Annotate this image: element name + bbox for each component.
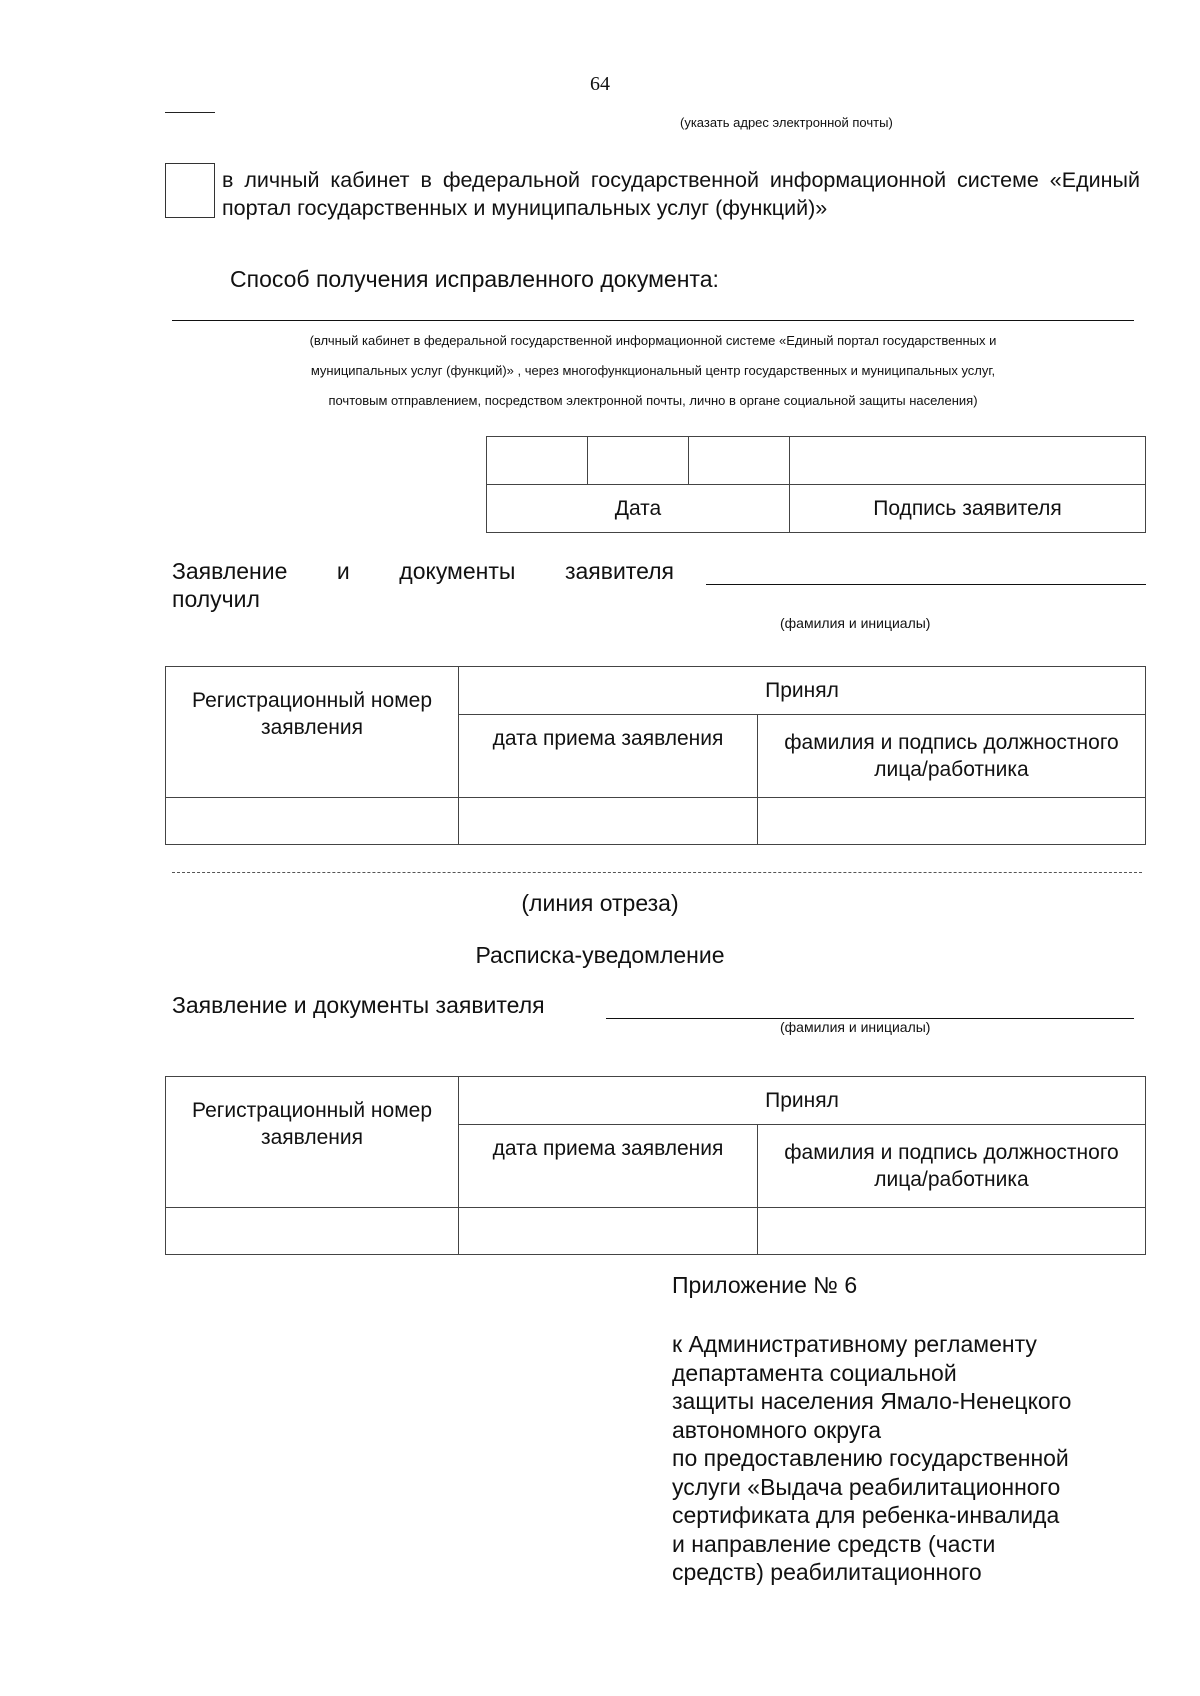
receipt-caption: (фамилия и инициалы): [780, 1019, 931, 1035]
cut-line-label: (линия отреза): [521, 890, 679, 916]
page-number: 64: [590, 73, 610, 95]
portal-option-checkbox[interactable]: [165, 163, 215, 218]
appendix-line: автономного округа: [672, 1416, 881, 1443]
method-caption-line: (влчный кабинет в федеральной государственной информационной системе «Единый портал государственных и: [309, 333, 997, 348]
appendix-line: средств) реабилитационного: [672, 1559, 982, 1585]
method-caption: [172, 326, 1134, 416]
method-heading: Способ получения исправленного документа:: [230, 266, 719, 292]
appendix-text: [672, 1330, 1142, 1587]
method-fill-line: [172, 320, 1134, 321]
receipt-title: Расписка-уведомление: [475, 942, 725, 968]
date-header: дата приема заявления: [459, 1125, 758, 1208]
appendix-line: к Административному регламенту: [672, 1331, 1037, 1357]
reg-number-header: Регистрационный номер заявления: [166, 667, 459, 798]
received-label-line2: получил: [172, 586, 260, 612]
date-label: Дата: [487, 485, 790, 533]
received-label-line1: Заявление и документы заявителя: [172, 558, 674, 584]
official-cell[interactable]: [758, 798, 1146, 845]
official-header: фамилия и подпись должностного лица/работника: [758, 715, 1146, 798]
method-caption-line: муниципальных услуг (функций)» , через многофункциональный центр государственных и муниципальных услуг,: [310, 363, 996, 378]
email-caption: (указать адрес электронной почты): [680, 115, 893, 130]
appendix-title: Приложение № 6: [672, 1272, 858, 1298]
date-year-cell[interactable]: [689, 437, 790, 485]
signature-cell[interactable]: [790, 437, 1146, 485]
method-caption-line: почтовым отправлением, посредством электронной почты, лично в органе социальной защиты населения): [328, 393, 978, 408]
email-fill-line: [165, 112, 215, 113]
reg-number-header: Регистрационный номер заявления: [166, 1077, 459, 1208]
received-caption: (фамилия и инициалы): [780, 615, 931, 631]
date-header: дата приема заявления: [459, 715, 758, 798]
appendix-line: по предоставлению государственной: [672, 1445, 1069, 1471]
official-header: фамилия и подпись должностного лица/работника: [758, 1125, 1146, 1208]
cut-line: [172, 872, 1142, 873]
date-day-cell[interactable]: [487, 437, 588, 485]
date-month-cell[interactable]: [588, 437, 689, 485]
appendix-line: услуги «Выдача реабилитационного: [672, 1473, 1061, 1500]
receipt-label: Заявление и документы заявителя: [172, 992, 545, 1018]
received-fill-line: [706, 584, 1146, 585]
reg-number-cell[interactable]: [166, 1208, 459, 1255]
official-cell[interactable]: [758, 1208, 1146, 1255]
appendix-line: сертификата для ребенка-инвалида: [672, 1502, 1060, 1528]
appendix-line: департамента социальной: [672, 1359, 957, 1386]
receipt-registration-table: [165, 1076, 1146, 1255]
date-cell[interactable]: [459, 798, 758, 845]
registration-table: [165, 666, 1146, 845]
accepted-header: Принял: [459, 667, 1146, 715]
signature-table: [486, 436, 1146, 533]
accepted-header: Принял: [459, 1077, 1146, 1125]
reg-number-cell[interactable]: [166, 798, 459, 845]
date-cell[interactable]: [459, 1208, 758, 1255]
appendix-line: и направление средств (части: [672, 1530, 996, 1557]
signature-label: Подпись заявителя: [790, 485, 1146, 533]
portal-option-label: в личный кабинет в федеральной государственной информационной системе «Единый портал государственных и муниципальных услуг (функций)»: [222, 168, 1140, 220]
appendix-line: защиты населения Ямало-Ненецкого: [672, 1388, 1072, 1414]
